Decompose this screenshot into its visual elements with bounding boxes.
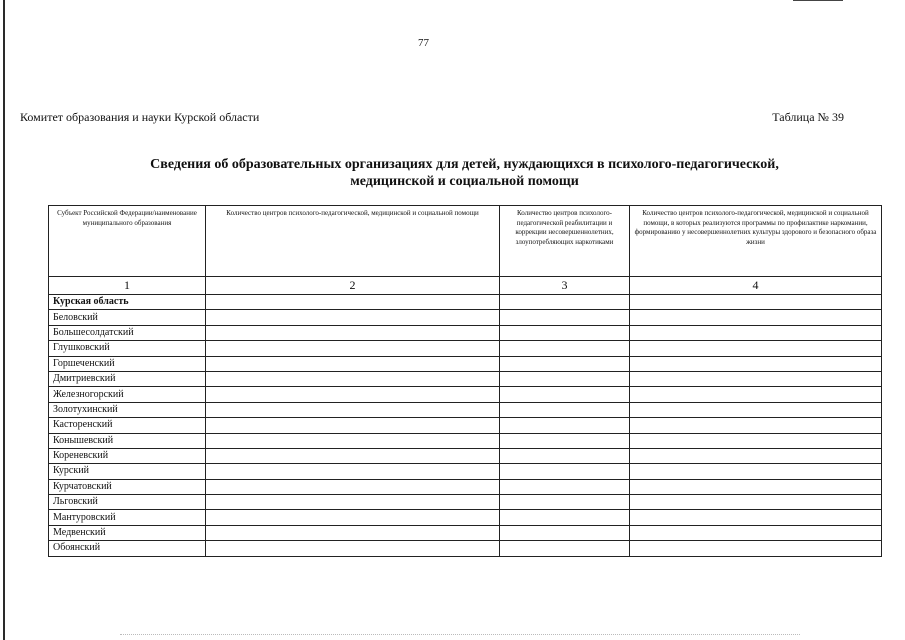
municipality-name-cell: Конышевский	[49, 433, 206, 448]
prevention-centers-cell	[630, 310, 882, 325]
table-row	[49, 541, 882, 556]
centers-count-cell	[206, 418, 500, 433]
rehab-centers-cell	[500, 541, 630, 556]
column-number-row	[49, 277, 882, 295]
prevention-centers-cell	[630, 402, 882, 417]
municipality-name-cell: Горшеченский	[49, 356, 206, 371]
rehab-centers-cell	[500, 310, 630, 325]
municipality-name-cell: Курчатовский	[49, 479, 206, 494]
column-header-centers-count: Количество центров психолого-педагогической, медицинской и социальной помощи	[206, 206, 500, 277]
rehab-centers-cell	[500, 418, 630, 433]
rehab-centers-cell	[500, 402, 630, 417]
column-header-subject: Субъект Российской Федерации/наименование муниципального образования	[49, 206, 206, 277]
centers-count-cell	[206, 325, 500, 340]
prevention-centers-cell	[630, 464, 882, 479]
centers-count-cell	[206, 510, 500, 525]
centers-count-cell	[206, 356, 500, 371]
municipality-name-cell: Льговский	[49, 495, 206, 510]
rehab-centers-cell	[500, 356, 630, 371]
rehab-centers-cell	[500, 495, 630, 510]
prevention-centers-cell	[630, 356, 882, 371]
table-row	[49, 479, 882, 494]
report-table	[48, 205, 882, 557]
table-header-row	[49, 206, 882, 277]
centers-count-cell	[206, 341, 500, 356]
table-number: Таблица № 39	[772, 110, 844, 124]
municipality-name-cell: Курский	[49, 464, 206, 479]
municipality-name-cell: Железногорский	[49, 387, 206, 402]
municipality-name-cell: Золотухинский	[49, 402, 206, 417]
rehab-centers-cell	[500, 448, 630, 463]
centers-count-cell	[206, 402, 500, 417]
centers-count-cell	[206, 433, 500, 448]
table-row	[49, 402, 882, 417]
page-number: 77	[418, 37, 429, 49]
rehab-centers-cell	[500, 295, 630, 310]
prevention-centers-cell	[630, 479, 882, 494]
prevention-centers-cell	[630, 295, 882, 310]
centers-count-cell	[206, 371, 500, 386]
table-row	[49, 433, 882, 448]
table-row	[49, 325, 882, 340]
centers-count-cell	[206, 479, 500, 494]
document-title	[48, 156, 881, 190]
prevention-centers-cell	[630, 541, 882, 556]
municipality-name-cell: Глушковский	[49, 341, 206, 356]
column-number: 2	[206, 277, 500, 295]
municipality-name-cell: Беловский	[49, 310, 206, 325]
rehab-centers-cell	[500, 433, 630, 448]
rehab-centers-cell	[500, 325, 630, 340]
municipality-name-cell: Обоянский	[49, 541, 206, 556]
municipality-name-cell: Дмитриевский	[49, 371, 206, 386]
prevention-centers-cell	[630, 448, 882, 463]
table-row	[49, 418, 882, 433]
rehab-centers-cell	[500, 387, 630, 402]
centers-count-cell	[206, 464, 500, 479]
centers-count-cell	[206, 387, 500, 402]
table-row	[49, 510, 882, 525]
column-number: 1	[49, 277, 206, 295]
centers-count-cell	[206, 448, 500, 463]
rehab-centers-cell	[500, 525, 630, 540]
top-scan-mark	[793, 0, 843, 1]
prevention-centers-cell	[630, 387, 882, 402]
prevention-centers-cell	[630, 325, 882, 340]
rehab-centers-cell	[500, 510, 630, 525]
prevention-centers-cell	[630, 433, 882, 448]
region-name-cell: Курская область	[49, 295, 206, 310]
municipality-name-cell: Кореневский	[49, 448, 206, 463]
table-row	[49, 371, 882, 386]
prevention-centers-cell	[630, 495, 882, 510]
column-header-prevention-centers: Количество центров психолого-педагогической, медицинской и социальной помощи, в которых реализуются программы по профилактике наркомании, формированию у несовершеннолетних культуры здорового и безопасного образа жизни	[630, 206, 882, 277]
title-line-1: Сведения об образовательных организациях для детей, нуждающихся в психолого-педагогической,	[150, 157, 779, 172]
municipality-name-cell: Мантуровский	[49, 510, 206, 525]
column-number: 3	[500, 277, 630, 295]
prevention-centers-cell	[630, 525, 882, 540]
prevention-centers-cell	[630, 510, 882, 525]
municipality-name-cell: Большесолдатский	[49, 325, 206, 340]
table-row	[49, 310, 882, 325]
centers-count-cell	[206, 525, 500, 540]
centers-count-cell	[206, 541, 500, 556]
table-row	[49, 341, 882, 356]
table-row	[49, 387, 882, 402]
prevention-centers-cell	[630, 371, 882, 386]
table-row	[49, 356, 882, 371]
rehab-centers-cell	[500, 341, 630, 356]
rehab-centers-cell	[500, 464, 630, 479]
municipality-name-cell: Медвенский	[49, 525, 206, 540]
centers-count-cell	[206, 310, 500, 325]
rehab-centers-cell	[500, 371, 630, 386]
scan-noise-line	[120, 634, 800, 636]
table-row	[49, 464, 882, 479]
rehab-centers-cell	[500, 479, 630, 494]
prevention-centers-cell	[630, 418, 882, 433]
table-row	[49, 495, 882, 510]
column-header-rehab-centers: Количество центров психолого-педагогической реабилитации и коррекции несовершеннолетних, злоупотребляющих наркотиками	[500, 206, 630, 277]
prevention-centers-cell	[630, 341, 882, 356]
table-row	[49, 448, 882, 463]
table-row	[49, 525, 882, 540]
municipality-name-cell: Касторенский	[49, 418, 206, 433]
column-number: 4	[630, 277, 882, 295]
centers-count-cell	[206, 295, 500, 310]
centers-count-cell	[206, 495, 500, 510]
title-line-2: медицинской и социальной помощи	[350, 174, 579, 189]
left-margin-line	[3, 0, 5, 640]
organization-name: Комитет образования и науки Курской области	[20, 110, 260, 124]
table-row	[49, 295, 882, 310]
